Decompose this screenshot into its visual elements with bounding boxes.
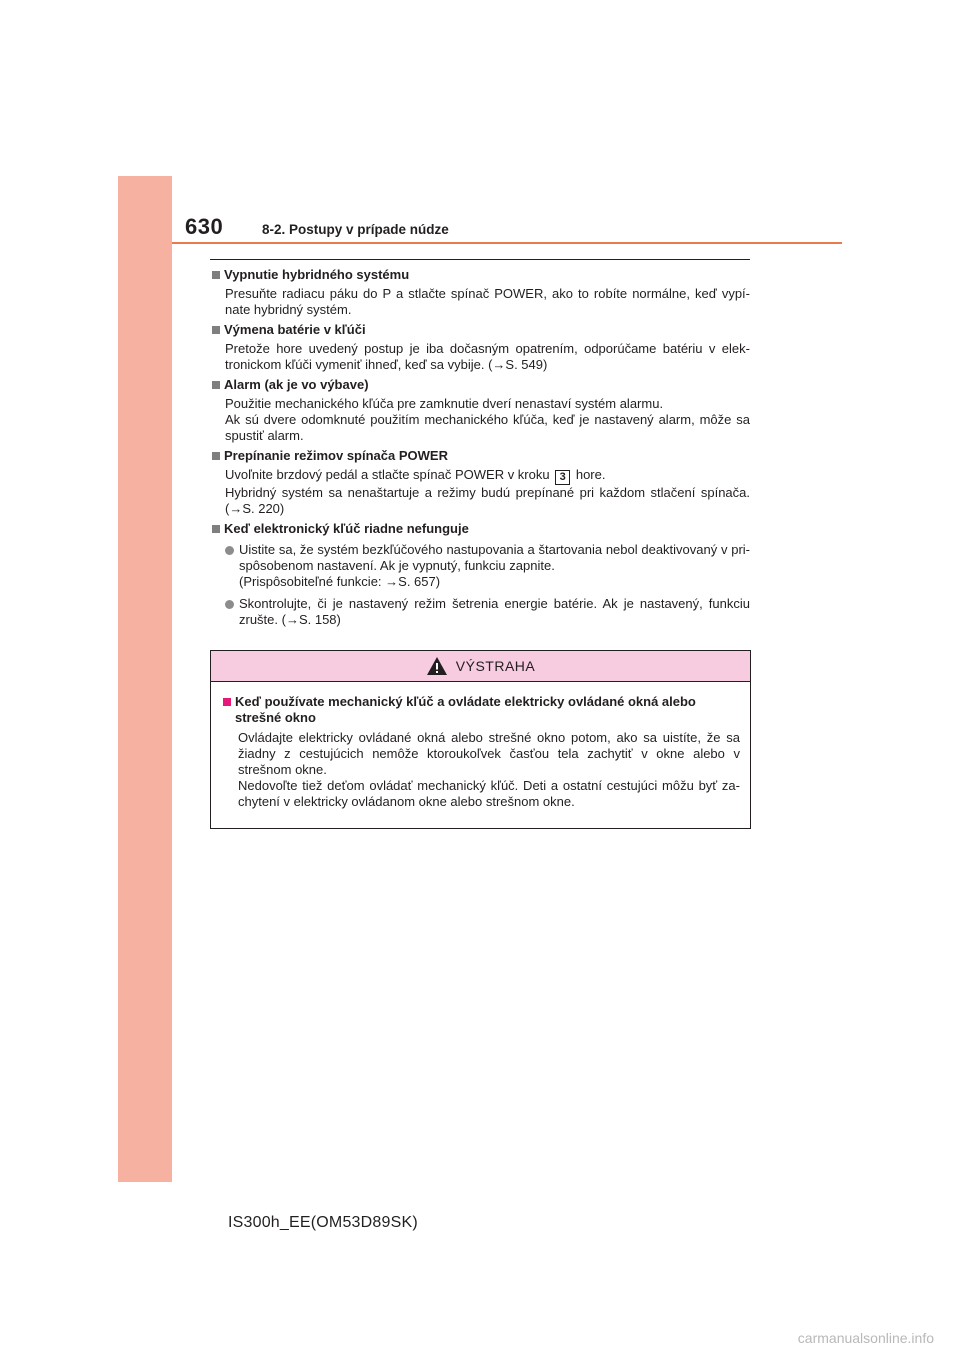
warning-triangle-icon	[426, 656, 448, 676]
item-title: Vypnutie hybridného systému	[224, 267, 410, 282]
item-heading	[210, 521, 750, 540]
warning-heading-text: Keď používate mechanický kľúč a ovládate elektricky ovládané okná alebo strešné okno	[235, 694, 696, 725]
item-key-battery	[210, 322, 750, 373]
item-title: Keď elektronický kľúč riadne nefunguje	[224, 521, 469, 536]
warning-title: VÝSTRAHA	[455, 658, 536, 674]
step-text-after: hore.	[575, 467, 606, 482]
item-paragraph: Pretože hore uvedený postup je iba dočasným opatrením, odporúčame batériu v elek-tronickom kľúči vymeniť ihneď, keď sa vybije. (→S. 549)	[225, 341, 750, 372]
item-title: Výmena batérie v kľúči	[224, 322, 366, 337]
square-bullet-icon	[212, 271, 220, 279]
step-number-badge: 3	[555, 470, 570, 485]
item-alarm	[210, 377, 750, 444]
warning-header	[211, 651, 750, 682]
item-heading	[210, 448, 750, 467]
chapter-side-bar	[118, 176, 172, 1182]
step-text-before: Uvoľnite brzdový pedál a stlačte spínač POWER v kroku	[225, 467, 550, 482]
item-power-modes	[210, 448, 750, 517]
round-bullet-icon	[225, 600, 234, 609]
square-bullet-icon	[212, 525, 220, 533]
item-paragraph: Hybridný systém sa nenaštartuje a režimy budú prepínané pri každom stlačení spínača. (→S. 220)	[225, 485, 750, 516]
item-title: Alarm (ak je vo výbave)	[224, 377, 369, 392]
main-content	[210, 267, 750, 634]
item-paragraph: Ak sú dvere odomknuté použitím mechanického kľúča, keď je nastavený alarm, môže sa spustiť alarm.	[225, 412, 750, 443]
page-number: 630	[185, 214, 224, 239]
warning-box	[210, 650, 751, 829]
footer-manual-code: IS300h_EE(OM53D89SK)	[228, 1214, 418, 1231]
section-title: 8-2. Postupy v prípade núdze	[262, 222, 449, 237]
item-paragraph: Presuňte radiacu páku do P a stlačte spínač POWER, ako to robíte normálne, keď vypí-nate hybridný systém.	[225, 286, 750, 317]
item-heading	[210, 322, 750, 341]
item-key-malfunction	[210, 521, 750, 628]
square-bullet-icon	[212, 326, 220, 334]
bullet-paragraph: Skontrolujte, či je nastavený režim šetrenia energie batérie. Ak je nastavený, funkciu zrušte. (→S. 158)	[239, 596, 750, 627]
content-rule	[210, 259, 750, 260]
square-bullet-icon	[212, 381, 220, 389]
bullet-paragraph: Uistite sa, že systém bezkľúčového nastupovania a štartovania nebol deaktivovaný v pri-spôsobenom nastavení. Ak je vypnutý, funkciu zapnite.	[239, 542, 750, 573]
list-item	[225, 542, 750, 590]
warning-heading	[221, 694, 740, 726]
watermark: carmanualsonline.info	[797, 1330, 934, 1346]
item-title: Prepínanie režimov spínača POWER	[224, 448, 448, 463]
list-item	[225, 596, 750, 628]
item-heading	[210, 377, 750, 396]
item-paragraph	[225, 467, 750, 485]
warning-paragraph: Ovládajte elektricky ovládané okná alebo strešné okno potom, ako sa uistíte, že sa žiadny z cestujúcich nemôže ktoroukoľvek časťou tela zachytiť v okne alebo v strešnom okne.	[238, 730, 740, 777]
item-paragraph: Použitie mechanického kľúča pre zamknutie dverí nenastaví systém alarmu.	[225, 396, 664, 411]
bullet-paragraph: (Prispôsobiteľné funkcie: →S. 657)	[239, 574, 441, 589]
item-heading	[210, 267, 750, 286]
square-bullet-icon	[212, 452, 220, 460]
warning-paragraph: Nedovoľte tiež deťom ovládať mechanický kľúč. Deti a ostatní cestujúci môžu byť za-chytení v elektricky ovládanom okne alebo strešnom okne.	[238, 778, 740, 809]
square-bullet-icon	[223, 698, 231, 706]
header-rule	[172, 242, 842, 244]
round-bullet-icon	[225, 546, 234, 555]
item-shutdown-hybrid	[210, 267, 750, 318]
